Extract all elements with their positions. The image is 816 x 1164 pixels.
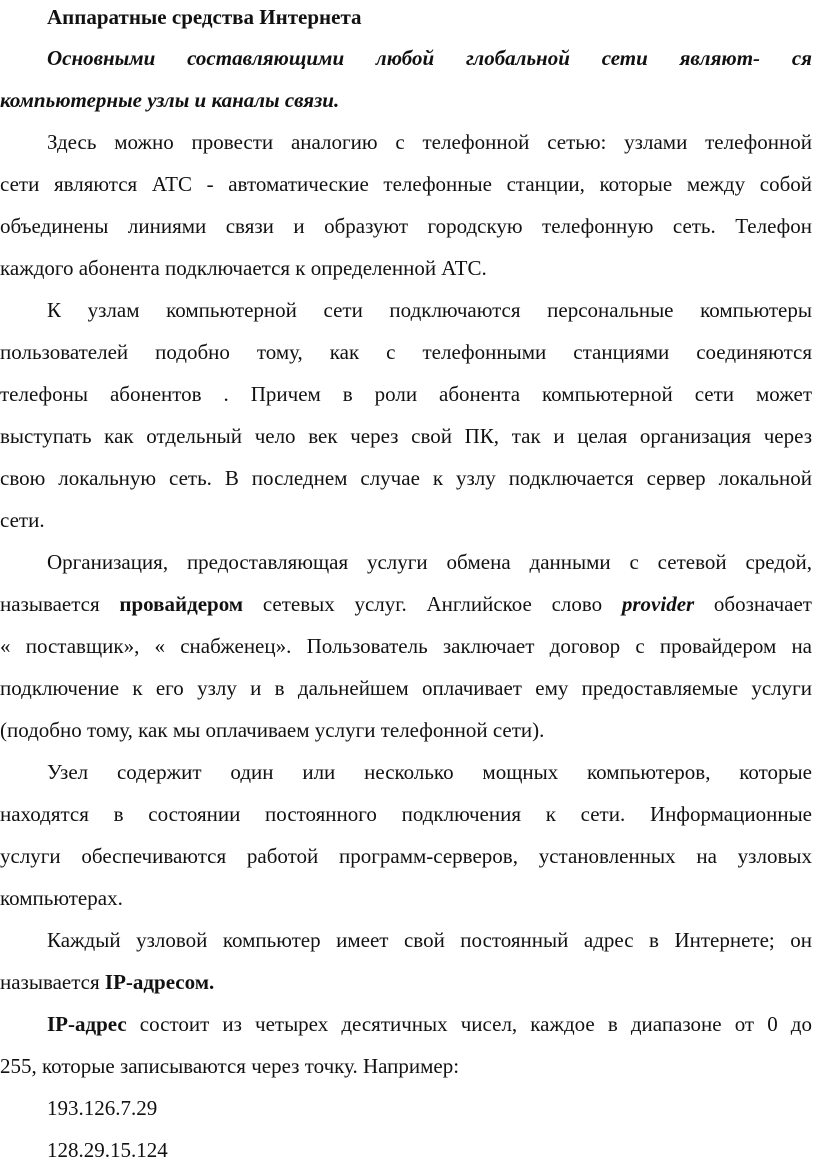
p1-line-3: объединены линиями связи и образуют городскую телефонную сеть. Телефон	[0, 214, 812, 238]
p4-line-3: услуги обеспечиваются работой программ-серверов, установленных на узловых	[0, 844, 812, 868]
provider-english-word: provider	[621, 592, 695, 616]
provider-term: провайдером	[119, 592, 244, 616]
heading: Аппаратные средства Интернета	[47, 5, 362, 29]
p6-line-1	[47, 1010, 812, 1038]
p1-line-1: Здесь можно провести аналогию с телефонной сетью: узлами телефонной	[47, 130, 812, 154]
ip-example-2: 128.29.15.124	[47, 1138, 168, 1162]
intro-line-1: Основными составляющими любой глобальной сети являют- ся	[47, 46, 812, 70]
p3-line-2-post: обозначает	[694, 592, 812, 616]
p3-line-2-pre: называется	[0, 592, 120, 616]
p5-line-2-pre: называется	[0, 970, 105, 994]
p3-line-2	[0, 590, 812, 618]
p6-line-1-rest: состоит из четырех десятичных чисел, каждое в диапазоне от 0 до	[126, 1012, 812, 1036]
p6-line-2: 255, которые записываются через точку. Например:	[0, 1054, 460, 1078]
p2-line-6: сети.	[0, 508, 45, 532]
p2-line-5: свою локальную сеть. В последнем случае к узлу подключается сервер локальной	[0, 466, 812, 490]
p2-line-2: пользователей подобно тому, как с телефонными станциями соединяются	[0, 340, 812, 364]
p3-line-3: « поставщик», « снабженец». Пользователь заключает договор с провайдером на	[0, 634, 812, 658]
ip-address-term: IP-адресом.	[104, 970, 215, 994]
p1-line-4: каждого абонента подключается к определенной АТС.	[0, 256, 487, 280]
p3-line-2-mid: сетевых услуг. Английское слово	[243, 592, 622, 616]
p3-line-1: Организация, предоставляющая услуги обмена данными с сетевой средой,	[47, 550, 812, 574]
p2-line-3: телефоны абонентов . Причем в роли абонента компьютерной сети может	[0, 382, 812, 406]
p4-line-1: Узел содержит один или несколько мощных компьютеров, которые	[47, 760, 812, 784]
p1-line-2: сети являются АТС - автоматические телефонные станции, которые между собой	[0, 172, 812, 196]
p3-line-4: подключение к его узлу и в дальнейшем оплачивает ему предоставляемые услуги	[0, 676, 812, 700]
intro-line-2: компьютерные узлы и каналы связи.	[0, 88, 340, 112]
p2-line-1: К узлам компьютерной сети подключаются персональные компьютеры	[47, 298, 812, 322]
p5-line-2	[0, 968, 812, 996]
p5-line-1: Каждый узловой компьютер имеет свой постоянный адрес в Интернете; он	[47, 928, 812, 952]
p3-line-5: (подобно тому, как мы оплачиваем услуги телефонной сети).	[0, 718, 545, 742]
p4-line-4: компьютерах.	[0, 886, 123, 910]
ip-example-1: 193.126.7.29	[47, 1096, 158, 1120]
ip-address-label: IP-адрес	[47, 1012, 127, 1036]
p2-line-4: выступать как отдельный чело век через свой ПК, так и целая организация через	[0, 424, 812, 448]
p4-line-2: находятся в состоянии постоянного подключения к сети. Информационные	[0, 802, 812, 826]
